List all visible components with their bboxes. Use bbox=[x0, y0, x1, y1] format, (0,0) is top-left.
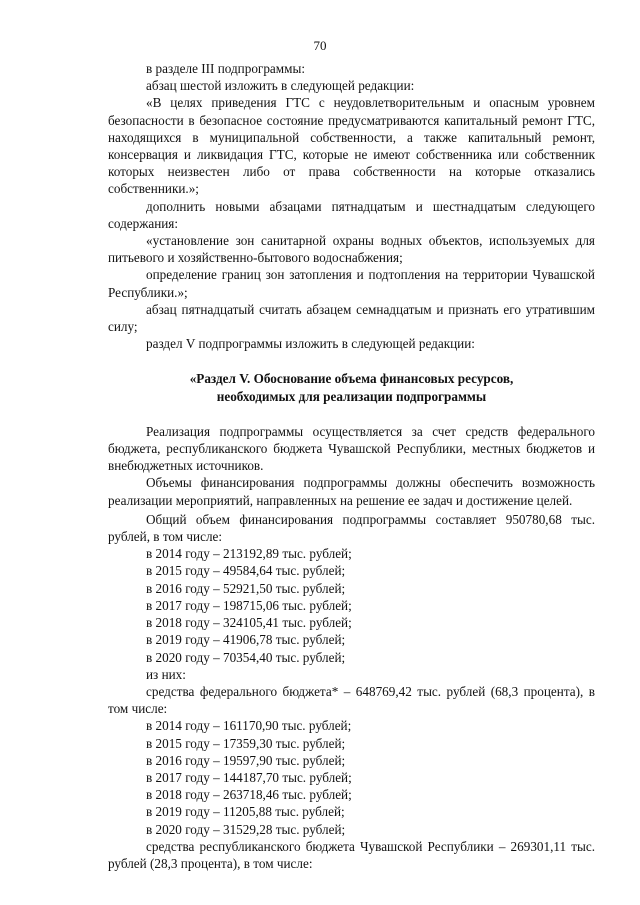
year-line: в 2017 году – 198715,06 тыс. рублей; bbox=[146, 597, 352, 613]
paragraph: «В целях приведения ГТС с неудовлетворительным и опасным уровнем безопасности в безопасное состояние предусматриваются капитальный ремонт ГТС, находящихся в муниципальной собственности, а также капитальный ремонт, консервация и ликвидация ГТС, которые не имеют собственника или собственник которых неизвестен либо от права собственности на которые отказались собственники.»; bbox=[108, 95, 595, 197]
document-body bbox=[108, 60, 595, 872]
of-them-label: из них: bbox=[146, 666, 186, 682]
section-heading bbox=[108, 370, 595, 404]
paragraph: раздел V подпрограммы изложить в следующей редакции: bbox=[146, 336, 475, 352]
year-line: в 2015 году – 49584,64 тыс. рублей; bbox=[146, 563, 346, 579]
year-line: в 2018 году – 263718,46 тыс. рублей; bbox=[146, 787, 352, 803]
page-number: 70 bbox=[313, 38, 327, 53]
paragraph: дополнить новыми абзацами пятнадцатым и шестнадцатым следующего содержания: bbox=[108, 198, 595, 231]
year-line: в 2015 году – 17359,30 тыс. рублей; bbox=[146, 735, 346, 751]
paragraph: абзац пятнадцатый считать абзацем семнадцатым и признать его утратившим силу; bbox=[108, 301, 595, 335]
year-line: в 2018 году – 324105,41 тыс. рублей; bbox=[146, 615, 352, 631]
year-line: в 2014 году – 161170,90 тыс. рублей; bbox=[146, 718, 352, 734]
year-line: в 2020 году – 70354,40 тыс. рублей; bbox=[146, 649, 346, 665]
year-line: в 2019 году – 11205,88 тыс. рублей; bbox=[146, 804, 345, 820]
paragraph: Реализация подпрограммы осуществляется за счет средств федерального бюджета, республиканского бюджета Чувашской Республики, местных бюджетов и внебюджетных источников. bbox=[108, 423, 595, 474]
year-line: в 2016 году – 52921,50 тыс. рублей; bbox=[146, 580, 346, 596]
year-line: в 2020 году – 31529,28 тыс. рублей; bbox=[146, 821, 346, 837]
paragraph: «установление зон санитарной охраны водных объектов, используемых для питьевого и хозяйственно-бытового водоснабжения; bbox=[108, 233, 595, 266]
federal-budget-paragraph: средства федерального бюджета* – 648769,42 тыс. рублей (68,3 процента), в том числе: bbox=[108, 683, 595, 717]
paragraph: Объемы финансирования подпрограммы должны обеспечить возможность реализации мероприятий, направленных на решение ее задач и достижение целей. bbox=[108, 475, 595, 508]
year-line: в 2019 году – 41906,78 тыс. рублей; bbox=[146, 632, 346, 648]
paragraph: абзац шестой изложить в следующей редакции: bbox=[146, 78, 415, 94]
section-heading-line1: «Раздел V. Обоснование объема финансовых ресурсов, bbox=[189, 371, 514, 387]
paragraph: в разделе III подпрограммы: bbox=[146, 61, 306, 76]
year-line: в 2017 году – 144187,70 тыс. рублей; bbox=[146, 769, 352, 785]
year-line: в 2016 году – 19597,90 тыс. рублей; bbox=[146, 752, 346, 768]
paragraph: Общий объем финансирования подпрограммы составляет 950780,68 тыс. рублей, в том числе: bbox=[108, 511, 595, 545]
section-heading-line2: необходимых для реализации подпрограммы bbox=[216, 388, 487, 404]
paragraph: определение границ зон затопления и подтопления на территории Чувашской Республики.»; bbox=[108, 267, 595, 300]
year-line: в 2014 году – 213192,89 тыс. рублей; bbox=[146, 546, 352, 562]
republic-budget-paragraph: средства республиканского бюджета Чувашской Республики – 269301,11 тыс. рублей (28,3 процента), в том числе: bbox=[108, 838, 595, 871]
